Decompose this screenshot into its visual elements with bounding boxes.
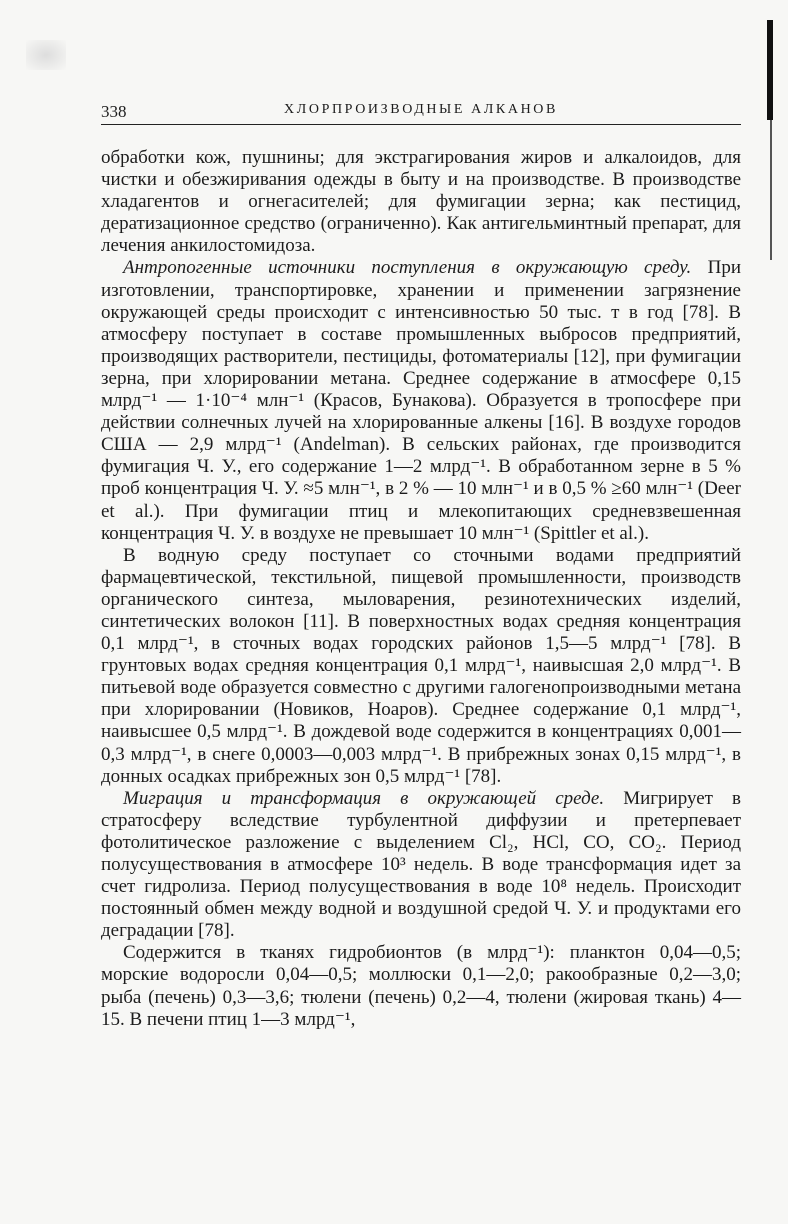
paragraph-3: [101, 545, 741, 788]
paragraph-2-text: При изготовлении, транспортировке, хранении и применении загрязнение окружающей среды происходит с интенсивностью 50 тыс. т в год [78]. В атмосферу поступает в составе промышленных выбросов предприятий, производящих растворители, пестициды, фотоматериалы [12], при фумигации зерна, при хлорировании метана. Среднее содержание в атмосфере 0,15 млрд⁻¹ — 1·10⁻⁴ млн⁻¹ (Красов, Бунакова). Образуется в тропосфере при действии солнечных лучей на хлорированные алкены [16]. В воздухе городов США — 2,9 млрд⁻¹ (Andelman). В сельских районах, где производится фумигация Ч. У., его содержание 1—2 млрд⁻¹. В обработанном зерне в 5 % проб концентрация Ч. У. ≈5 млн⁻¹, в 2 % — 10 млн⁻¹ и в 0,5 % ≥60 млн⁻¹ (Deer et al.). При фумигации птиц и млекопитающих средневзвешенная концентрация Ч. У. в воздухе не превышает 10 млн⁻¹ (Spittler et al.).: [101, 257, 742, 544]
page-number: 338: [101, 102, 127, 121]
scan-edge-mark-thin: [770, 120, 772, 260]
page-smudge: [26, 40, 66, 70]
paragraph-5: [101, 942, 741, 1030]
paragraph-4: [101, 788, 741, 943]
paragraph-4-text: Мигрирует в стратосферу вследствие турбулентной диффузии и претерпевает фотолитическое разложение с выделением Cl₂, HCl, CO, CO₂. Период полусуществования в атмосфере 10³ недель. В воде трансформация идет за счет гидролиза. Период полусуществования в воде 10⁸ недель. Происходит постоянный обмен между водной и воздушной средой Ч. У. и продуктами его деградации [78].: [101, 787, 741, 942]
body-text: [101, 147, 741, 1031]
scan-edge-mark: [767, 20, 773, 120]
paragraph-5-text: Содержится в тканях гидробионтов (в млрд⁻¹): планктон 0,04—0,5; морские водоросли 0,04—0,5; моллюски 0,1—2,0; ракообразные 0,2—3,0; рыба (печень) 0,3—3,6; тюлени (печень) 0,2—4, тюлени (жировая ткань) 4—15. В печени птиц 1—3 млрд⁻¹,: [101, 942, 741, 1030]
section-heading-migration: Миграция и трансформация в окружающей среде.: [123, 787, 605, 809]
page-header: [101, 98, 741, 125]
paragraph-2: [101, 257, 741, 544]
running-title: ХЛОРПРОИЗВОДНЫЕ АЛКАНОВ: [284, 102, 558, 117]
paragraph-1-text: обработки кож, пушнины; для экстрагирования жиров и алкалоидов, для чистки и обезжиривания одежды в быту и на производстве. В производстве хладагентов и огнегасителей; для фумигации зерна; как пестицид, дератизационное средство (ограниченно). Как антигельминтный препарат, для лечения анкилостомидоза.: [101, 147, 741, 257]
section-heading-sources: Антропогенные источники поступления в окружающую среду.: [123, 257, 692, 279]
paragraph-1: [101, 147, 741, 257]
paragraph-3-text: В водную среду поступает со сточными водами предприятий фармацевтической, текстильной, пищевой промышленности, производств органического синтеза, мыловарения, резинотехнических изделий, синтетических волокон [11]. В поверхностных водах средняя концентрация 0,1 млрд⁻¹, в сточных водах городских районов 1,5—5 млрд⁻¹ [78]. В грунтовых водах средняя концентрация 0,1 млрд⁻¹, наивысшая 2,0 млрд⁻¹. В питьевой воде образуется совместно с другими галогенопроизводными метана при хлорировании (Новиков, Ноаров). Среднее содержание 0,1 млрд⁻¹, наивысшее 0,5 млрд⁻¹. В дождевой воде содержится в концентрациях 0,001—0,3 млрд⁻¹, в снеге 0,0003—0,003 млрд⁻¹. В прибрежных зонах 0,15 млрд⁻¹, в донных осадках прибрежных зон 0,5 млрд⁻¹ [78].: [101, 544, 741, 787]
